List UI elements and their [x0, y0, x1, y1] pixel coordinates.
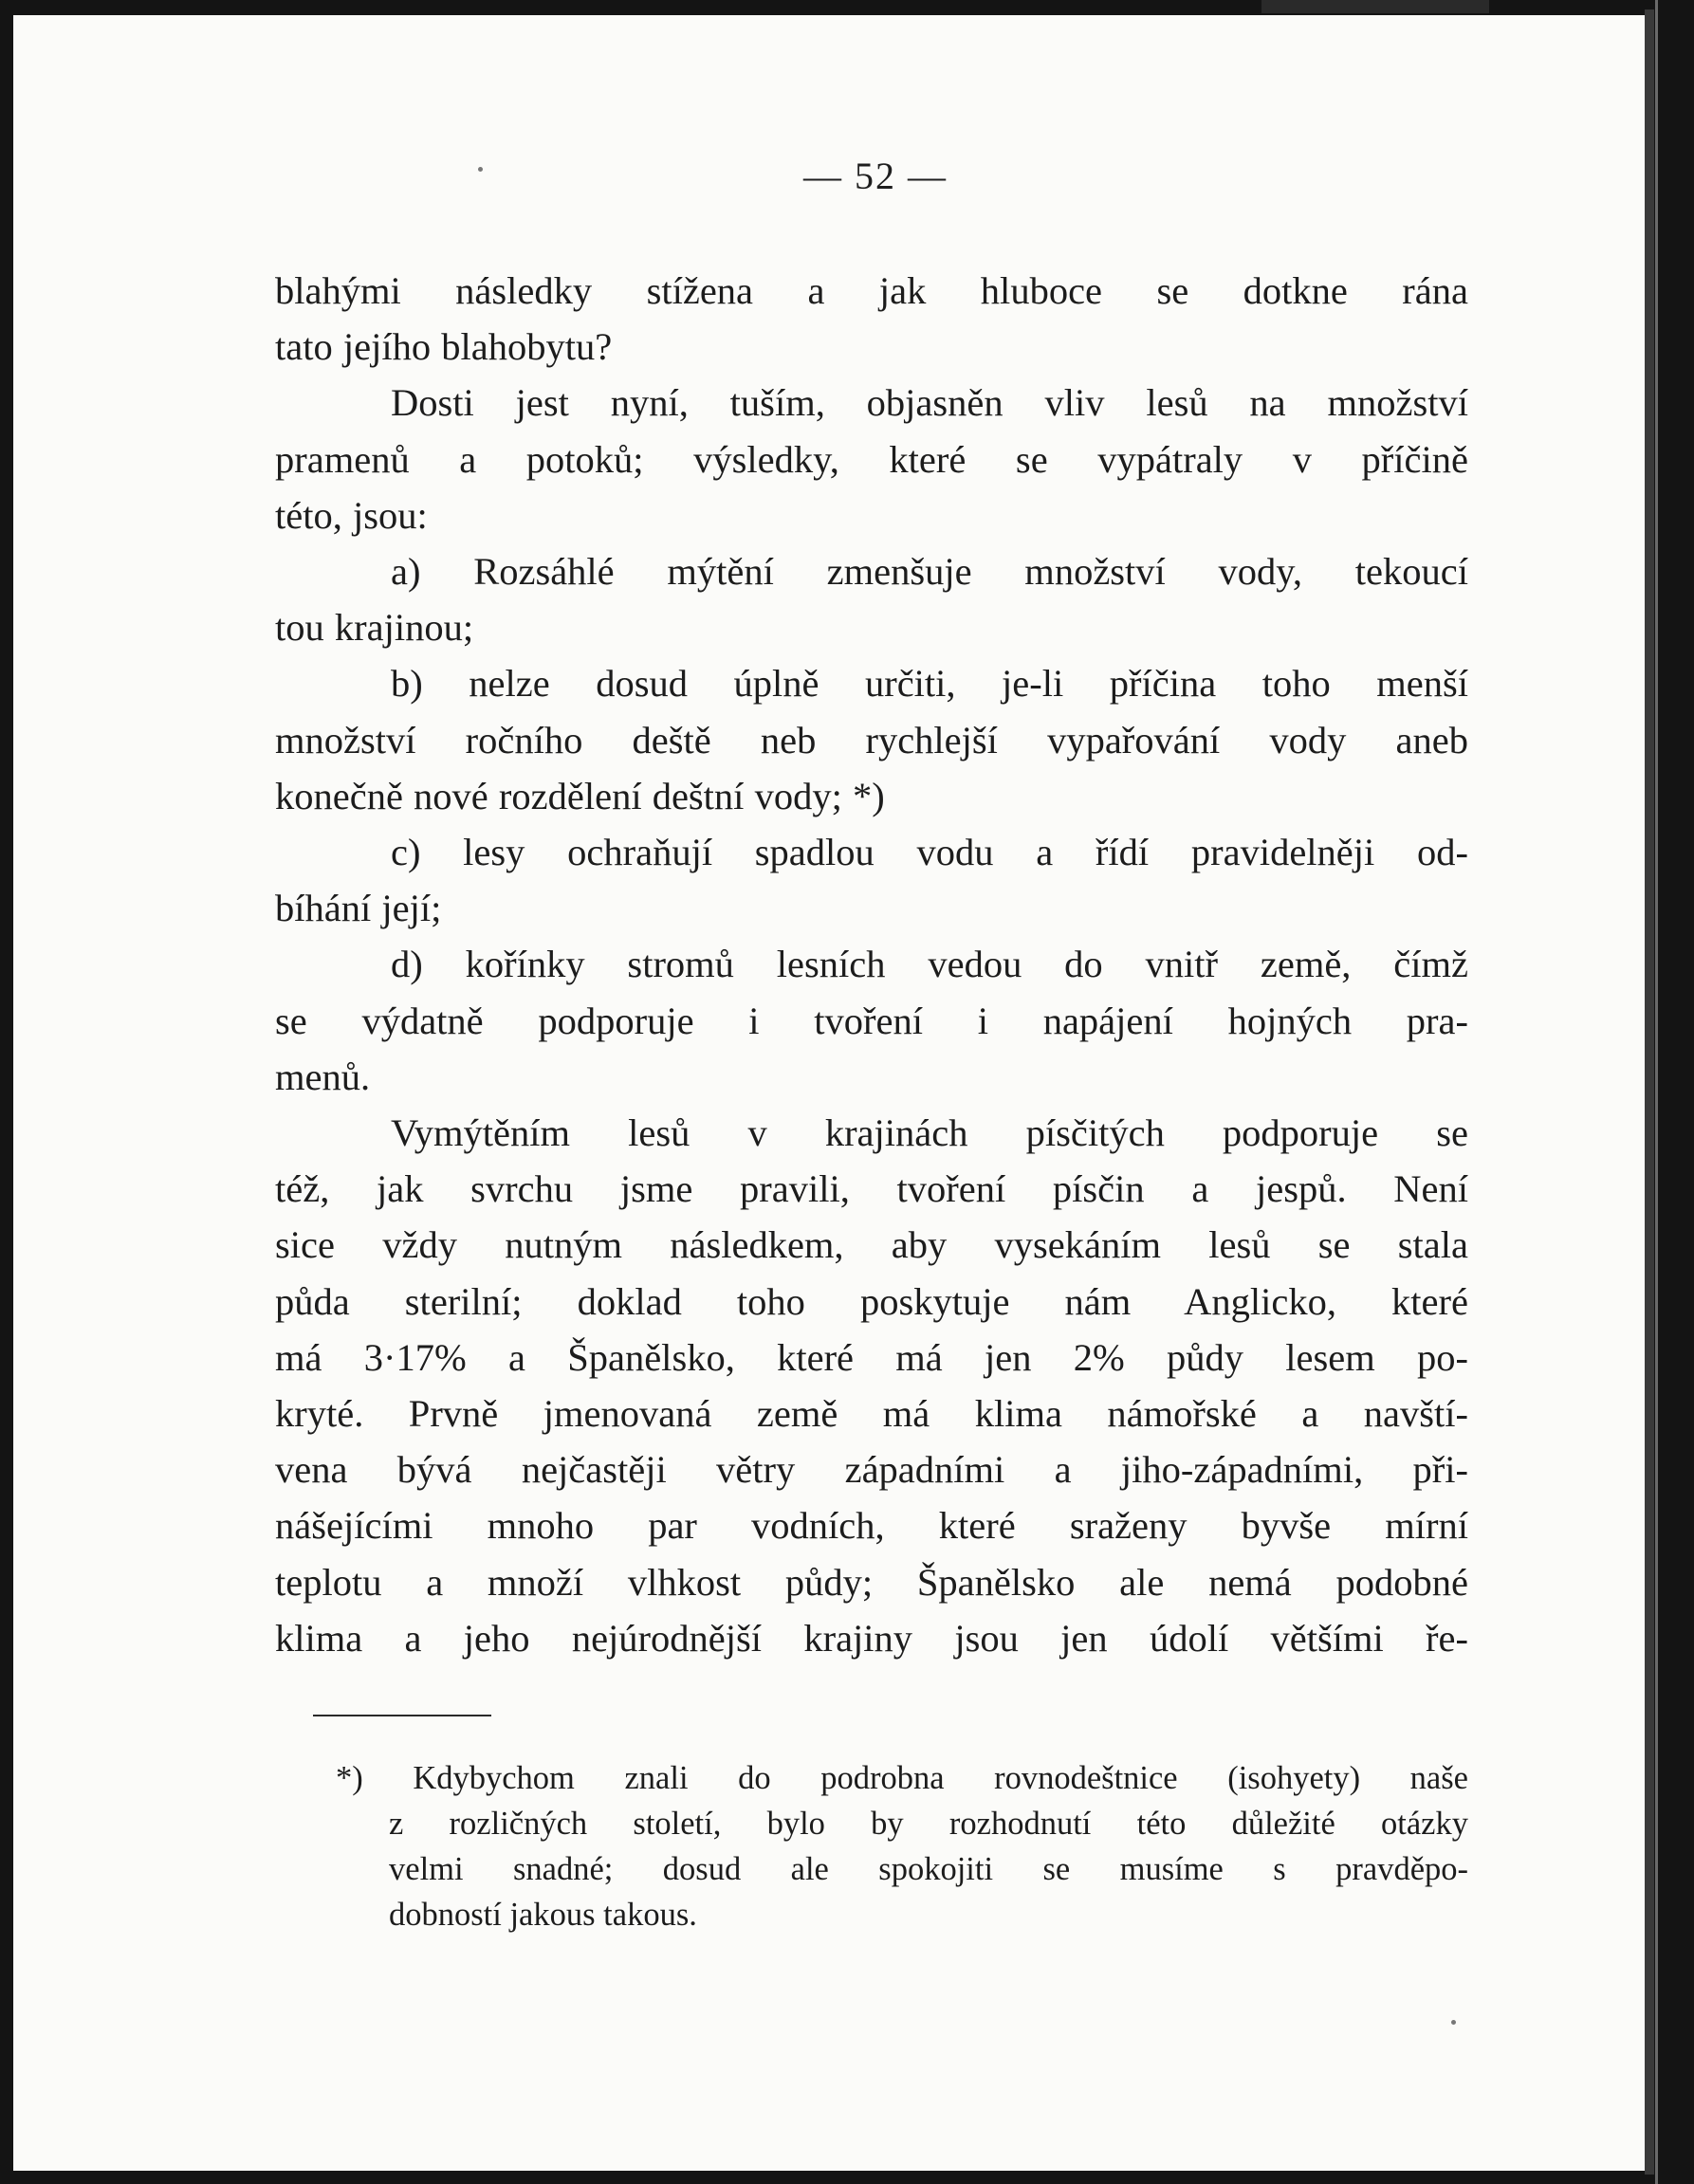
page-number: — 52 — — [803, 155, 948, 197]
text-line: nášejícími mnoho par vodních, které sraženy byvše mírní — [275, 1504, 1468, 1548]
list-item-c: c) lesy ochraňují spadlou vodu a řídí pravidelněji od- — [391, 831, 1468, 874]
list-item-a: a) Rozsáhlé mýtění zmenšuje množství vody, tekoucí — [391, 550, 1468, 594]
text-line: půda sterilní; doklad toho poskytuje nám Anglicko, které — [275, 1279, 1468, 1323]
page-edge-line — [1655, 0, 1658, 2184]
text-line: pramenů a potoků; výsledky, které se vypátraly v příčině — [275, 437, 1468, 481]
footnote-line: z rozličných století, bylo by rozhodnutí této důležité otázky — [389, 1806, 1468, 1842]
text-line: vena bývá nejčastěji větry západními a jiho-západními, při- — [275, 1448, 1468, 1492]
footnote-divider — [313, 1715, 491, 1716]
text-line: se výdatně podporuje i tvoření i napájení hojných pra- — [275, 999, 1468, 1042]
text-line: bíhání její; — [275, 887, 442, 930]
text-line: tou krajinou; — [275, 606, 474, 650]
footnote — [336, 1755, 1468, 1937]
print-speck — [1451, 2020, 1456, 2025]
text-line: kryté. Prvně jmenovaná země má klima námořské a navští- — [275, 1392, 1468, 1436]
scan-edge-mark — [1261, 0, 1489, 13]
text-line: této, jsou: — [275, 493, 428, 537]
text-line: též, jak svrchu jsme pravili, tvoření písčin a jespů. Není — [275, 1167, 1468, 1211]
text-line: sice vždy nutným následkem, aby vysekáním lesů se stala — [275, 1223, 1468, 1267]
text-line: má 3·17% a Španělsko, které má jen 2% půdy lesem po- — [275, 1335, 1468, 1379]
text-line: Vymýtěním lesů v krajinách písčitých podporuje se — [391, 1111, 1468, 1155]
footnote-line: *) Kdybychom znali do podrobna rovnodeštnice (isohyety) naše — [336, 1760, 1468, 1796]
text-line: tato jejího blahobytu? — [275, 325, 613, 369]
footnote-line: dobností jakous takous. — [389, 1897, 697, 1933]
text-line: konečně nové rozdělení deštní vody; *) — [275, 774, 885, 817]
footnote-line: velmi snadné; dosud ale spokojiti se musíme s pravděpo- — [389, 1851, 1468, 1887]
body-text — [275, 263, 1468, 1666]
page-edge-shadow — [1645, 9, 1654, 2175]
text-line: teplotu a množí vlhkost půdy; Španělsko ale nemá podobné — [275, 1560, 1468, 1604]
text-line: množství ročního deště neb rychlejší vypařování vody aneb — [275, 718, 1468, 762]
text-line: klima a jeho nejúrodnější krajiny jsou jen údolí většími ře- — [275, 1616, 1468, 1660]
text-line: blahými následky stížena a jak hluboce se dotkne rána — [275, 269, 1468, 312]
text-line: menů. — [275, 1055, 371, 1098]
list-item-b: b) nelze dosud úplně určiti, je-li příčina toho menší — [391, 662, 1468, 706]
text-line: Dosti jest nyní, tuším, objasněn vliv lesů na množství — [391, 381, 1468, 425]
list-item-d: d) kořínky stromů lesních vedou do vnitř země, čímž — [391, 943, 1468, 986]
